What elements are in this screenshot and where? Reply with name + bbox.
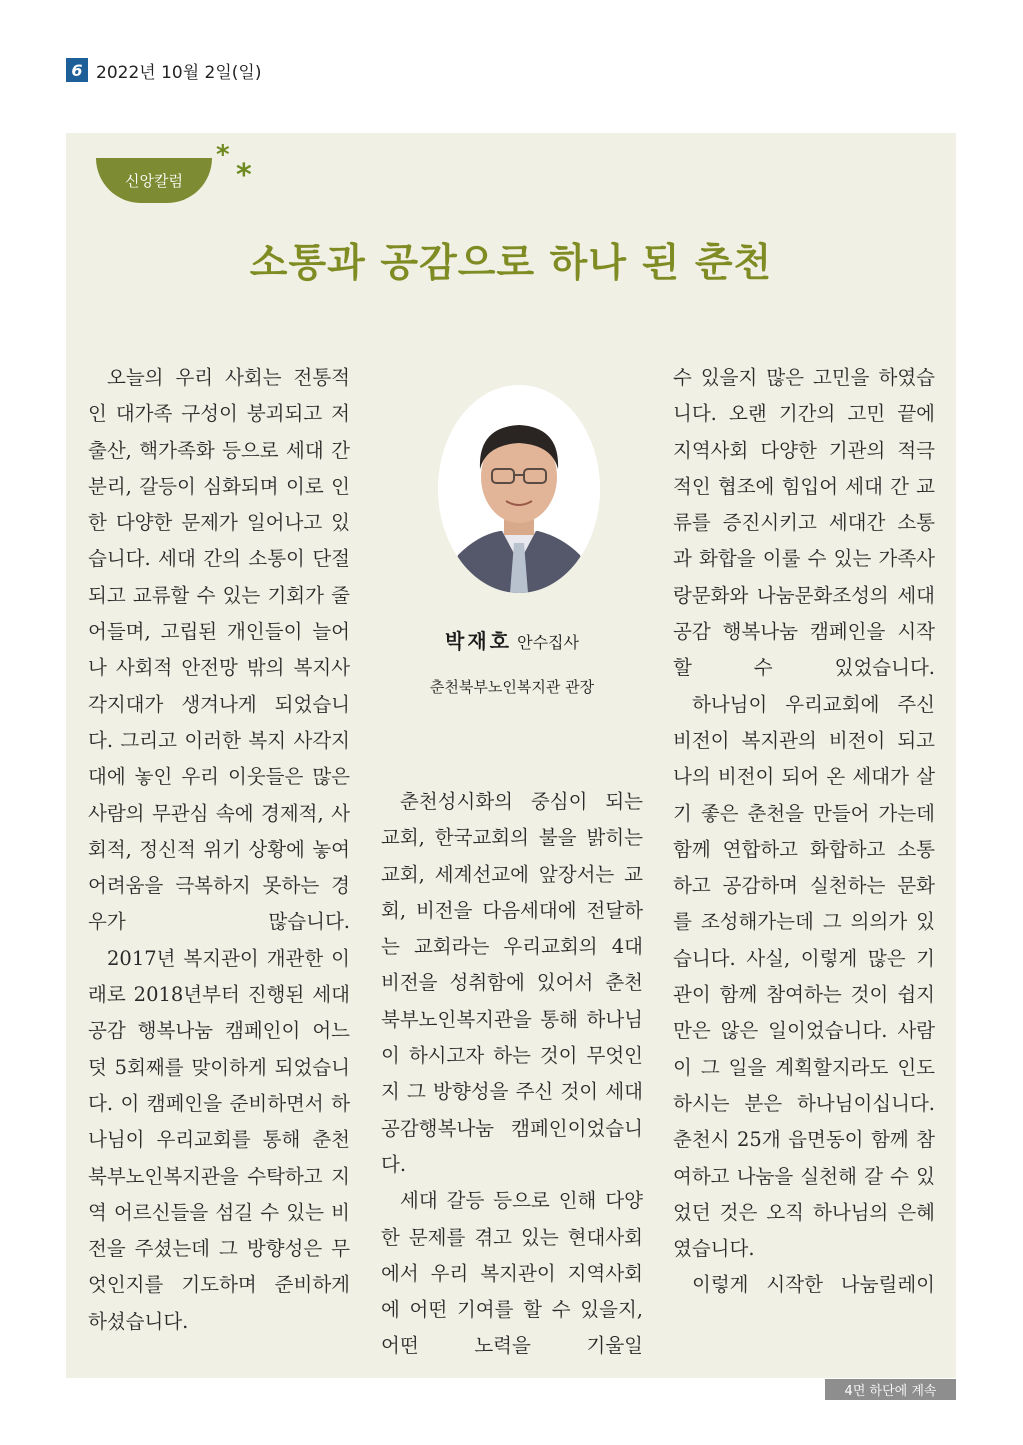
paragraph: 오늘의 우리 사회는 전통적인 대가족 구성이 붕괴되고 저출산, 핵가족화 등으로 세대 간 분리, 갈등이 심화되며 이로 인한 다양한 문제가 일어나고 있습니다. 세대 간의 소통이 단절되고 교류할 수 있는 기회가 줄어들며, 고립된 개인들이 늘어나 사회적 안전망 밖의 복지사각지대가 생겨나게 되었습니다. 그리고 이러한 복지 사각지대에 놓인 우리 이웃들은 많은 사람의 무관심 속에 경제적, 사회적, 정신적 위기 상황에 놓여 어려움을 극복하지 못하는 경우가 많습니다. [88,366,350,934]
article-title: 소통과 공감으로 하나 된 춘천 [249,241,773,286]
page-header [66,58,261,82]
paragraph: 수 있을지 많은 고민을 하였습니다. 오랜 기간의 고민 끝에 지역사회 다양한 기관의 적극적인 협조에 힘입어 세대 간 교류를 증진시키고 세대간 소통과 화합을 이룰 수 있는 가족사랑문화와 나눔문화조성의 세대공감 행복나눔 캠페인을 시작할 수 있었습니다. [673,366,935,680]
paragraph: 춘천성시화의 중심이 되는 교회, 한국교회의 불을 밝히는 교회, 세계선교에 앞장서는 교회, 비전을 다음세대에 전달하는 교회라는 우리교회의 4대 비전을 성취함에 있어서 춘천북부노인복지관을 통해 하나님이 하시고자 하는 것이 무엇인지 그 방향성을 주신 것이 세대공감행복나눔 캠페인이었습니다. [381,790,643,1176]
issue-date: 2022년 10월 2일(일) [96,62,262,83]
continued-note: 4면 하단에 계속 [825,1379,956,1400]
article-column-3 [673,360,935,1304]
section-tag: 신앙칼럼 [96,158,212,203]
portrait-image [438,385,600,593]
author-photo [438,385,600,593]
author-name: 박재호 [445,629,513,653]
author-role: 안수집사 [517,633,579,652]
article-column-2 [381,784,643,1365]
paragraph: 이렇게 시작한 나눔릴레이 [692,1273,935,1297]
author-byline [381,625,643,654]
article-column-1 [88,360,350,1340]
page-number: 6 [66,58,88,82]
paragraph: 2017년 복지관이 개관한 이래로 2018년부터 진행된 세대공감 행복나눔 캠페인이 어느덧 5회째를 맞이하게 되었습니다. 이 캠페인을 준비하면서 하나님이 우리교회를 통해 춘천북부노인복지관을 수탁하고 지역 어르신들을 섬길 수 있는 비전을 주셨는데 그 방향성은 무엇인지를 기도하며 준비하게 하셨습니다. [88,946,350,1333]
paragraph: 하나님이 우리교회에 주신 비전이 복지관의 비전이 되고 나의 비전이 되어 온 세대가 살기 좋은 춘천을 만들어 가는데 함께 연합하고 화합하고 소통하고 공감하며 실천하는 문화를 조성해가는데 그 의의가 있습니다. 사실, 이렇게 많은 기관이 함께 참여하는 것이 쉽지만은 않은 일이었습니다. 사람이 그 일을 계획할지라도 인도하시는 분은 하나님이십니다. 춘천시 25개 읍면동이 함께 참여하고 나눔을 실천해 갈 수 있었던 것은 오직 하나님의 은혜였습니다. [673,692,935,1261]
asterisk-icon: * [236,158,252,193]
author-organization: 춘천북부노인복지관 관장 [429,678,595,696]
paragraph: 세대 갈등 등으로 인해 다양한 문제를 겪고 있는 현대사회에서 우리 복지관이 지역사회에 어떤 기여를 할 수 있을지, 어떤 노력을 기울일 [381,1189,643,1358]
asterisk-icon: * [216,140,230,170]
